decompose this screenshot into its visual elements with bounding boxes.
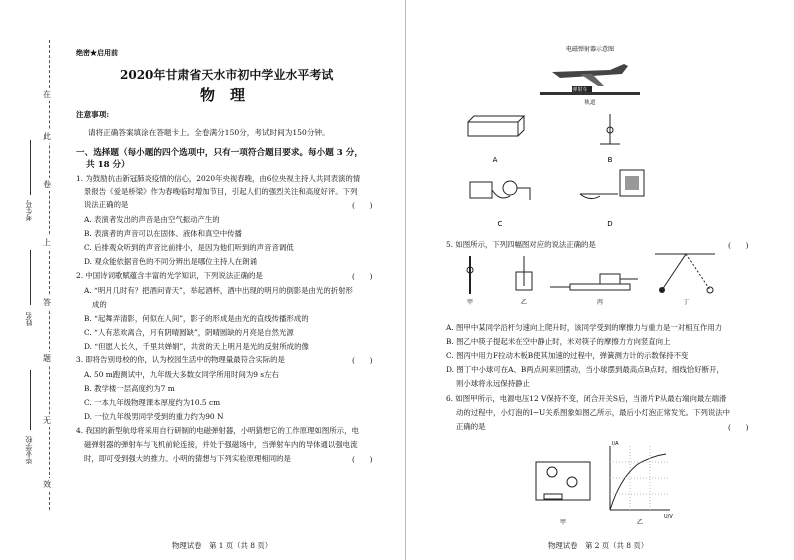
option-label: C (497, 220, 503, 228)
binding-char: 效 (43, 480, 51, 489)
notice-heading: 注意事项: (76, 110, 110, 119)
binding-char: 题 (43, 354, 51, 363)
binding-char: 答 (43, 298, 51, 307)
option: 成的 (92, 300, 107, 309)
option: C. 后排观众听到的声音比前排小，是因为他们听到的声音音调低 (84, 243, 294, 252)
option: B. 表演者的声音可以在固体、液体和真空中传播 (84, 229, 242, 238)
figure-label: 轨道 (584, 100, 596, 106)
notice-text: 请将正确答案填涂在答题卡上。全卷满分150分，考试时间为150分钟。 (88, 128, 330, 137)
option: A. 图甲中某同学沿杆匀速向上爬升时，该同学受到的摩擦力与重力是一对相互作用力 (446, 323, 723, 332)
binding-fill-line (30, 140, 31, 195)
figure-label: 乙 (520, 299, 528, 306)
binding-char: 此 (43, 132, 51, 141)
binding-fill-line (30, 250, 31, 305)
secret-mark: 绝密★启用前 (76, 48, 118, 57)
q6-figure (530, 438, 680, 532)
exam-title: 2020年甘肃省天水市初中学业水平考试 (120, 68, 334, 82)
option: D. 一位九年级男同学受到的重力约为90 N (84, 412, 224, 421)
option: B. 教学楼一层高度约为7 m (84, 384, 175, 393)
section-heading: 一、选择题（每小题的四个选项中，只有一项符合题目要求。每小题 3 分， (76, 148, 363, 158)
question-6-line: 正确的是 (456, 422, 486, 431)
option-label: D (607, 220, 613, 228)
option: C. 图丙中用力F拉动木板B使其加速的过程中，弹簧测力计的示数保持不变 (446, 351, 689, 360)
binding-label-exam-no: 考生号 (25, 200, 33, 221)
question-5: 5. 如图所示，下列四幅图对应的说法正确的是 (446, 240, 596, 249)
question-3: 3. 即将告别母校的你，认为校园生活中的物理量最符合实际的是 (76, 355, 285, 364)
option: D. 观众能依据音色的不同分辨出是哪位主持人在朗诵 (84, 257, 257, 266)
question-4-line: 磁弹射器的弹射车与飞机前轮连接，并处于强磁场中，当弹射车内的导体通以强电流 (84, 440, 358, 449)
page-footer-1: 物理试卷 第 1 页（共 8 页） (172, 541, 273, 550)
question-6-line: 动的过程中，小灯泡的I−U关系图象如图乙所示，最后小灯泡正常发光。下列说法中 (456, 408, 731, 417)
question-1-line: 1. 为鼓励抗击新冠肺炎疫情的信心，2020年央视春晚，由6位央视主持人共同表演的情 (76, 174, 361, 183)
binding-label-name: 姓名 (25, 312, 33, 326)
option-label: B (607, 156, 613, 164)
option: A. 50 m跑测试中，九年级大多数女同学所用时间为9 s左右 (84, 370, 279, 379)
option: A. “明月几时有？把酒问青天”，举起酒杯，酒中出现的明月的倒影是由光的折射形 (84, 286, 353, 295)
option: C. “人有悲欢离合，月有阴晴圆缺”，阴晴圆缺的月亮是自然光源 (84, 328, 294, 337)
option: C. 一本九年级物理课本厚度约为10.5 cm (84, 398, 221, 407)
figure-label: 弹射车 (572, 87, 588, 93)
page-divider (405, 0, 406, 560)
option: A. 表演者发出的声音是由空气振动产生的 (84, 215, 220, 224)
axis-label: U/V (664, 514, 673, 520)
figure-title: 电磁弹射器示意图 (565, 46, 615, 53)
question-4-line: 4. 我国的新型航母将采用自行研制的电磁弹射器，小明猜想它的工作原理如图所示，电 (76, 426, 359, 435)
binding-char: 上 (43, 238, 51, 247)
option: 则小球将永远保持静止 (456, 379, 530, 388)
binding-line (49, 40, 50, 510)
figure-label: 乙 (636, 519, 644, 526)
option: B. “起舞弄清影，何似在人间”，影子的形成是由光的直线传播形成的 (84, 314, 309, 323)
q5-figure (450, 250, 720, 306)
question-2: 2. 中国诗词歌赋蕴含丰富的光学知识，下列说法正确的是 (76, 271, 263, 280)
answer-paren: ( ) (352, 356, 373, 365)
question-1-line: 说法正确的是 (84, 200, 129, 209)
figure-label: 甲 (559, 519, 567, 526)
answer-paren: ( ) (352, 201, 373, 210)
figure-label: 甲 (466, 299, 474, 306)
binding-char: 卷 (43, 180, 51, 189)
binding-char: 无 (43, 416, 51, 425)
axis-label: I/A (612, 441, 619, 447)
option-label: A (492, 156, 498, 164)
answer-paren: ( ) (728, 423, 749, 432)
answer-paren: ( ) (352, 272, 373, 281)
option: D. 图丁中小球可在A、B两点间来回摆动，当小球摆到最高点B点时，细线恰好断开， (446, 365, 724, 374)
binding-fill-line (30, 370, 31, 430)
section-heading-cont: 共 18 分） (86, 160, 130, 170)
page-footer-2: 物理试卷 第 2 页（共 8 页） (548, 541, 649, 550)
binding-label-school: 毕业学校 (25, 436, 33, 464)
q4-options-figure (460, 110, 700, 228)
binding-char: 在 (43, 90, 51, 99)
figure-label: 丙 (596, 299, 604, 306)
question-1-line: 景报告《爱是桥梁》作为春晚临时增加节目，引起人们的强烈关注和高度好评。下列 (84, 187, 358, 196)
question-6-line: 6. 如图甲所示，电源电压12 V保持不变，闭合开关S后，当滑片P从最右端向最左端滑 (446, 394, 727, 403)
subject-title: 物 理 (200, 86, 246, 104)
answer-paren: ( ) (728, 241, 749, 250)
option: B. 图乙中筷子提起米在空中静止时，米对筷子的摩擦力方向竖直向上 (446, 337, 671, 346)
catapult-figure (540, 44, 640, 108)
question-4-line: 时，即可受到强大的推力。小明的猜想与下列实验原理相同的是 (84, 454, 291, 463)
figure-label: 丁 (682, 299, 690, 306)
option: D. “但愿人长久，千里共婵娟”，共赏的天上明月是光的反射所成的像 (84, 342, 309, 351)
answer-paren: ( ) (352, 455, 373, 464)
